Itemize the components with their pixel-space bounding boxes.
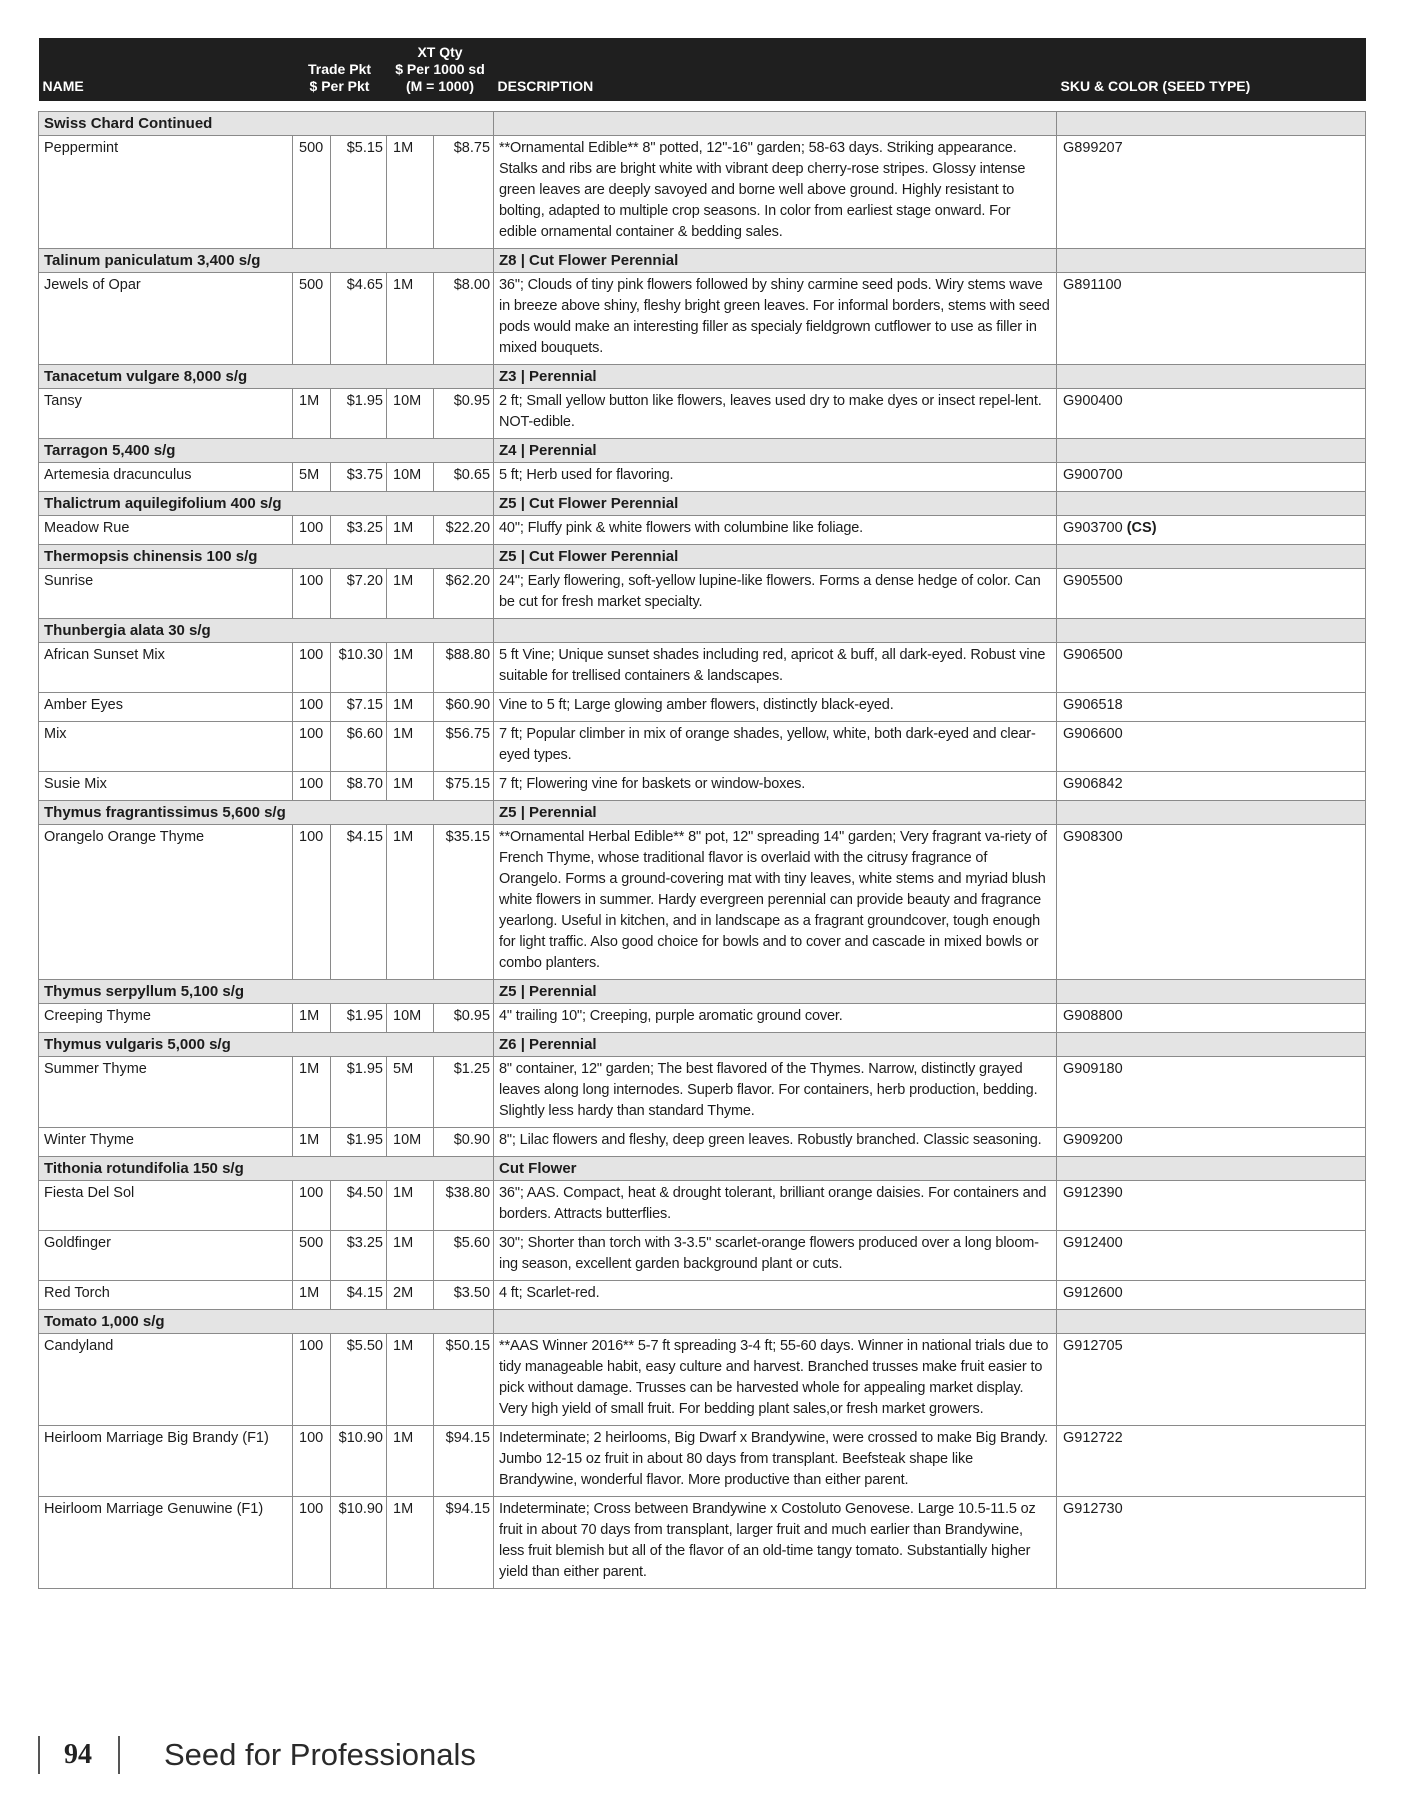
group-tag — [494, 1310, 1057, 1334]
item-sku: G912400 — [1063, 1235, 1123, 1251]
item-name: Artemesia dracunculus — [39, 463, 293, 492]
header-trade-line2: $ Per Pkt — [309, 78, 370, 94]
item-pkt-price: $3.25 — [331, 1231, 387, 1281]
item-name: Mix — [39, 722, 293, 772]
item-sku-cell — [1057, 273, 1366, 365]
item-pkt-qty: 500 — [293, 273, 331, 365]
item-pkt-price: $3.75 — [331, 463, 387, 492]
group-tag: Z3 | Perennial — [494, 365, 1057, 389]
item-sku: G906600 — [1063, 726, 1123, 742]
table-row — [39, 1057, 1366, 1128]
item-sku-cell — [1057, 825, 1366, 980]
group-header-row — [39, 112, 1366, 136]
item-pkt-qty: 1M — [293, 389, 331, 439]
item-description: **Ornamental Edible** 8" potted, 12"-16" garden; 58-63 days. Striking appearance. Stalks and ribs are bright white with vibrant deep cherry-rose stripes. Glossy intense green leaves are deeply savoyed and borne well above ground. Highly resistant to bolting, adapted to multiple crop seasons. In color from earliest stage onward. For edible ornamental container & bedding sales. — [494, 136, 1057, 249]
item-sku-cell — [1057, 1281, 1366, 1310]
item-xt-qty: 1M — [387, 1426, 434, 1497]
item-description: 8"; Lilac flowers and fleshy, deep green leaves. Robustly branched. Classic seasoning. — [494, 1128, 1057, 1157]
table-row — [39, 1231, 1366, 1281]
table-row — [39, 643, 1366, 693]
item-xt-price: $0.90 — [434, 1128, 494, 1157]
item-pkt-qty: 100 — [293, 1334, 331, 1426]
item-pkt-price: $1.95 — [331, 1057, 387, 1128]
item-sku-cell — [1057, 516, 1366, 545]
item-pkt-qty: 500 — [293, 136, 331, 249]
item-description: Indeterminate; 2 heirlooms, Big Dwarf x Brandywine, were crossed to make Big Brandy. Jumbo 12-15 oz fruit in about 80 days from transplant. Beefsteak shape like Brandywine, wonderful flavor. More productive than either parent. — [494, 1426, 1057, 1497]
item-sku: G899207 — [1063, 140, 1123, 156]
group-tag — [494, 619, 1057, 643]
item-sku: G906518 — [1063, 697, 1123, 713]
item-sku: G891100 — [1063, 277, 1122, 293]
item-name: Summer Thyme — [39, 1057, 293, 1128]
item-xt-price: $8.00 — [434, 273, 494, 365]
item-name: Goldfinger — [39, 1231, 293, 1281]
item-name: Heirloom Marriage Genuwine (F1) — [39, 1497, 293, 1589]
group-sku-blank — [1057, 249, 1366, 273]
item-pkt-qty: 100 — [293, 1426, 331, 1497]
group-tag: Z5 | Perennial — [494, 801, 1057, 825]
item-description: 24"; Early flowering, soft-yellow lupine-like flowers. Forms a dense hedge of color. Can be cut for fresh market specialty. — [494, 569, 1057, 619]
item-sku-cell — [1057, 1497, 1366, 1589]
item-xt-price: $0.95 — [434, 1004, 494, 1033]
item-sku-cell — [1057, 389, 1366, 439]
group-header-row — [39, 1310, 1366, 1334]
item-xt-qty: 1M — [387, 1181, 434, 1231]
item-description: 36"; AAS. Compact, heat & drought tolerant, brilliant orange daisies. For containers and borders. Attracts butterflies. — [494, 1181, 1057, 1231]
item-description: 7 ft; Popular climber in mix of orange shades, yellow, white, both dark-eyed and clear-eyed types. — [494, 722, 1057, 772]
item-pkt-price: $3.25 — [331, 516, 387, 545]
group-title: Thymus serpyllum 5,100 s/g — [39, 980, 494, 1004]
item-xt-qty: 1M — [387, 516, 434, 545]
item-name: Tansy — [39, 389, 293, 439]
footer-title: Seed for Professionals — [164, 1737, 476, 1772]
item-name: Susie Mix — [39, 772, 293, 801]
table-row — [39, 463, 1366, 492]
header-xt-line1: XT Qty — [417, 44, 463, 60]
item-sku: G912705 — [1063, 1338, 1123, 1354]
item-sku-cell — [1057, 1057, 1366, 1128]
group-tag: Cut Flower — [494, 1157, 1057, 1181]
group-header-row — [39, 1157, 1366, 1181]
item-description: 2 ft; Small yellow button like flowers, leaves used dry to make dyes or insect repel-lent. NOT-edible. — [494, 389, 1057, 439]
item-sku: G912390 — [1063, 1185, 1123, 1201]
item-sku: G900400 — [1063, 393, 1123, 409]
item-xt-price: $75.15 — [434, 772, 494, 801]
item-pkt-qty: 5M — [293, 463, 331, 492]
header-trade-line1: Trade Pkt — [307, 61, 372, 77]
item-pkt-price: $4.65 — [331, 273, 387, 365]
item-xt-qty: 10M — [387, 1128, 434, 1157]
item-sku: G909200 — [1063, 1132, 1123, 1148]
table-row — [39, 389, 1366, 439]
item-xt-price: $50.15 — [434, 1334, 494, 1426]
group-header-row — [39, 619, 1366, 643]
header-xt-qty — [387, 38, 494, 101]
item-pkt-qty: 1M — [293, 1128, 331, 1157]
table-row — [39, 1281, 1366, 1310]
item-name: Sunrise — [39, 569, 293, 619]
item-sku: G909180 — [1063, 1061, 1123, 1077]
item-sku-cell — [1057, 1426, 1366, 1497]
header-name: NAME — [39, 38, 293, 101]
item-sku: G912730 — [1063, 1501, 1123, 1517]
group-header-row — [39, 439, 1366, 463]
item-pkt-qty: 100 — [293, 772, 331, 801]
item-sku-cell — [1057, 1128, 1366, 1157]
item-pkt-price: $1.95 — [331, 1128, 387, 1157]
header-trade-pkt — [293, 38, 387, 101]
table-row — [39, 1334, 1366, 1426]
group-title: Tomato 1,000 s/g — [39, 1310, 494, 1334]
item-pkt-price: $5.50 — [331, 1334, 387, 1426]
item-sku-cell — [1057, 136, 1366, 249]
item-name: Heirloom Marriage Big Brandy (F1) — [39, 1426, 293, 1497]
item-sku: G906842 — [1063, 776, 1123, 792]
group-title: Thalictrum aquilegifolium 400 s/g — [39, 492, 494, 516]
table-row — [39, 136, 1366, 249]
item-name: Peppermint — [39, 136, 293, 249]
item-xt-qty: 1M — [387, 569, 434, 619]
item-xt-price: $62.20 — [434, 569, 494, 619]
header-xt-line3: (M = 1000) — [405, 78, 475, 94]
header-sku: SKU & COLOR (SEED TYPE) — [1057, 38, 1366, 101]
table-row — [39, 273, 1366, 365]
item-pkt-price: $6.60 — [331, 722, 387, 772]
table-row — [39, 1426, 1366, 1497]
item-pkt-qty: 100 — [293, 1497, 331, 1589]
group-sku-blank — [1057, 492, 1366, 516]
item-name: Fiesta Del Sol — [39, 1181, 293, 1231]
item-description: 36"; Clouds of tiny pink flowers followed by shiny carmine seed pods. Wiry stems wave in breeze above shiny, fleshy bright green leaves. For informal borders, stems with seed pods would make an interesting filler as specialy fieldgrown cutflower to use as filler in mixed bouquets. — [494, 273, 1057, 365]
group-sku-blank — [1057, 1157, 1366, 1181]
item-sku-cell — [1057, 463, 1366, 492]
item-sku-cell — [1057, 1334, 1366, 1426]
item-sku-cell — [1057, 722, 1366, 772]
group-title: Tithonia rotundifolia 150 s/g — [39, 1157, 494, 1181]
page-number: 94 — [64, 1739, 92, 1770]
item-pkt-qty: 100 — [293, 825, 331, 980]
table-row — [39, 693, 1366, 722]
item-sku: G908800 — [1063, 1008, 1123, 1024]
item-xt-price: $5.60 — [434, 1231, 494, 1281]
item-pkt-price: $7.20 — [331, 569, 387, 619]
table-row — [39, 772, 1366, 801]
table-body — [39, 112, 1366, 1589]
group-tag: Z8 | Cut Flower Perennial — [494, 249, 1057, 273]
item-pkt-qty: 100 — [293, 643, 331, 693]
item-sku: G905500 — [1063, 573, 1123, 589]
item-pkt-price: $10.30 — [331, 643, 387, 693]
item-description: 5 ft; Herb used for flavoring. — [494, 463, 1057, 492]
item-sku-cell — [1057, 772, 1366, 801]
item-xt-qty: 1M — [387, 1497, 434, 1589]
group-tag: Z6 | Perennial — [494, 1033, 1057, 1057]
item-pkt-price: $7.15 — [331, 693, 387, 722]
item-pkt-price: $4.15 — [331, 1281, 387, 1310]
item-pkt-price: $8.70 — [331, 772, 387, 801]
item-xt-price: $94.15 — [434, 1426, 494, 1497]
item-description: 8" container, 12" garden; The best flavored of the Thymes. Narrow, distinctly grayed leaves along long internodes. Superb flavor. For containers, herb production, bedding. Slightly less hardy than standard Thyme. — [494, 1057, 1057, 1128]
group-title: Tanacetum vulgare 8,000 s/g — [39, 365, 494, 389]
item-description: **Ornamental Herbal Edible** 8" pot, 12" spreading 14" garden; Very fragrant va-riety of French Thyme, whose traditional flavor is overlaid with the citrusy fragrance of Orangelo. Forms a ground-covering mat with tiny leaves, white stems and myriad blush white flowers in summer. Hardy evergreen perennial can provide beauty and fragrance yearlong. Useful in kitchen, and in landscape as a fragrant groundcover, tough enough for light traffic. Also good choice for bowls and to cover and cascade in mixed bowls or combo planters. — [494, 825, 1057, 980]
item-pkt-qty: 500 — [293, 1231, 331, 1281]
item-xt-price: $1.25 — [434, 1057, 494, 1128]
table-row — [39, 1181, 1366, 1231]
group-sku-blank — [1057, 1033, 1366, 1057]
item-xt-price: $56.75 — [434, 722, 494, 772]
item-name: Orangelo Orange Thyme — [39, 825, 293, 980]
item-sku-cell — [1057, 693, 1366, 722]
item-sku-cell — [1057, 1231, 1366, 1281]
item-xt-price: $0.65 — [434, 463, 494, 492]
item-pkt-price: $1.95 — [331, 389, 387, 439]
item-name: Candyland — [39, 1334, 293, 1426]
item-description: 40"; Fluffy pink & white flowers with columbine like foliage. — [494, 516, 1057, 545]
item-pkt-qty: 1M — [293, 1281, 331, 1310]
header-description: DESCRIPTION — [494, 38, 1057, 101]
item-pkt-qty: 100 — [293, 1181, 331, 1231]
item-xt-price: $88.80 — [434, 643, 494, 693]
item-pkt-qty: 1M — [293, 1004, 331, 1033]
table-row — [39, 722, 1366, 772]
group-tag — [494, 112, 1057, 136]
item-sku: G906500 — [1063, 647, 1123, 663]
item-pkt-price: $10.90 — [331, 1426, 387, 1497]
item-xt-qty: 1M — [387, 1334, 434, 1426]
group-sku-blank — [1057, 1310, 1366, 1334]
item-xt-qty: 1M — [387, 693, 434, 722]
item-sku-cell — [1057, 1004, 1366, 1033]
item-xt-qty: 10M — [387, 1004, 434, 1033]
item-pkt-price: $4.50 — [331, 1181, 387, 1231]
item-name: Meadow Rue — [39, 516, 293, 545]
item-pkt-price: $5.15 — [331, 136, 387, 249]
item-pkt-qty: 100 — [293, 516, 331, 545]
group-header-row — [39, 980, 1366, 1004]
item-xt-qty: 2M — [387, 1281, 434, 1310]
group-header-row — [39, 492, 1366, 516]
table-header — [39, 38, 1366, 112]
item-xt-qty: 1M — [387, 273, 434, 365]
item-description: **AAS Winner 2016** 5-7 ft spreading 3-4 ft; 55-60 days. Winner in national trials due to tidy manageable habit, easy culture and harvest. Branched trusses make fruit easier to pick without damage. Trusses can be harvested whole for appealing market display. Very high yield of small fruit. For bedding plant sales,or fresh market growers. — [494, 1334, 1057, 1426]
item-description: 7 ft; Flowering vine for baskets or window-boxes. — [494, 772, 1057, 801]
item-name: Winter Thyme — [39, 1128, 293, 1157]
group-title: Talinum paniculatum 3,400 s/g — [39, 249, 494, 273]
group-header-row — [39, 801, 1366, 825]
item-description: 4" trailing 10"; Creeping, purple aromatic ground cover. — [494, 1004, 1057, 1033]
item-sku: G908300 — [1063, 829, 1123, 845]
item-description: 4 ft; Scarlet-red. — [494, 1281, 1057, 1310]
table-row — [39, 1004, 1366, 1033]
item-xt-price: $38.80 — [434, 1181, 494, 1231]
group-tag: Z5 | Cut Flower Perennial — [494, 492, 1057, 516]
group-tag: Z4 | Perennial — [494, 439, 1057, 463]
item-description: Indeterminate; Cross between Brandywine x Costoluto Genovese. Large 10.5-11.5 oz fruit in about 70 days from transplant, larger fruit and much earlier than Brandywine, less fruit blemish but all of the flavor of an old-time tangy tomato. Substantially higher yield than either parent. — [494, 1497, 1057, 1589]
table-row — [39, 825, 1366, 980]
group-sku-blank — [1057, 801, 1366, 825]
item-xt-qty: 5M — [387, 1057, 434, 1128]
group-sku-blank — [1057, 365, 1366, 389]
group-title: Swiss Chard Continued — [39, 112, 494, 136]
item-xt-price: $0.95 — [434, 389, 494, 439]
group-sku-blank — [1057, 439, 1366, 463]
group-header-row — [39, 249, 1366, 273]
item-pkt-qty: 100 — [293, 569, 331, 619]
group-header-row — [39, 545, 1366, 569]
table-row — [39, 569, 1366, 619]
item-pkt-price: $1.95 — [331, 1004, 387, 1033]
group-header-row — [39, 365, 1366, 389]
group-tag: Z5 | Cut Flower Perennial — [494, 545, 1057, 569]
table-row — [39, 516, 1366, 545]
item-sku-cell — [1057, 569, 1366, 619]
item-pkt-qty: 100 — [293, 722, 331, 772]
group-title: Thermopsis chinensis 100 s/g — [39, 545, 494, 569]
item-description: 5 ft Vine; Unique sunset shades including red, apricot & buff, all dark-eyed. Robust vine suitable for trellised containers & landscapes. — [494, 643, 1057, 693]
item-xt-qty: 1M — [387, 136, 434, 249]
item-xt-price: $22.20 — [434, 516, 494, 545]
item-xt-qty: 1M — [387, 1231, 434, 1281]
group-tag: Z5 | Perennial — [494, 980, 1057, 1004]
item-pkt-price: $10.90 — [331, 1497, 387, 1589]
item-xt-price: $94.15 — [434, 1497, 494, 1589]
item-pkt-price: $4.15 — [331, 825, 387, 980]
item-sku: G900700 — [1063, 467, 1123, 483]
group-sku-blank — [1057, 980, 1366, 1004]
group-title: Thymus vulgaris 5,000 s/g — [39, 1033, 494, 1057]
item-name: Jewels of Opar — [39, 273, 293, 365]
group-header-row — [39, 1033, 1366, 1057]
table-row — [39, 1497, 1366, 1589]
item-seed-type: (CS) — [1126, 520, 1157, 536]
group-sku-blank — [1057, 545, 1366, 569]
group-title: Thunbergia alata 30 s/g — [39, 619, 494, 643]
item-sku: G903700 — [1063, 520, 1123, 536]
item-pkt-qty: 1M — [293, 1057, 331, 1128]
item-xt-qty: 10M — [387, 463, 434, 492]
item-name: African Sunset Mix — [39, 643, 293, 693]
group-title: Tarragon 5,400 s/g — [39, 439, 494, 463]
item-description: 30"; Shorter than torch with 3-3.5" scarlet-orange flowers produced over a long bloom-ing season, excellent garden background plant or cuts. — [494, 1231, 1057, 1281]
item-pkt-qty: 100 — [293, 693, 331, 722]
item-sku-cell — [1057, 1181, 1366, 1231]
item-name: Red Torch — [39, 1281, 293, 1310]
group-sku-blank — [1057, 619, 1366, 643]
item-sku: G912722 — [1063, 1430, 1123, 1446]
group-sku-blank — [1057, 112, 1366, 136]
item-xt-qty: 1M — [387, 772, 434, 801]
group-title: Thymus fragrantissimus 5,600 s/g — [39, 801, 494, 825]
item-xt-price: $60.90 — [434, 693, 494, 722]
item-name: Creeping Thyme — [39, 1004, 293, 1033]
page-footer — [38, 1735, 476, 1775]
item-xt-qty: 1M — [387, 643, 434, 693]
item-xt-qty: 1M — [387, 722, 434, 772]
item-description: Vine to 5 ft; Large glowing amber flowers, distinctly black-eyed. — [494, 693, 1057, 722]
item-sku-cell — [1057, 643, 1366, 693]
item-xt-price: $8.75 — [434, 136, 494, 249]
item-xt-qty: 10M — [387, 389, 434, 439]
item-sku: G912600 — [1063, 1285, 1123, 1301]
item-xt-price: $3.50 — [434, 1281, 494, 1310]
item-name: Amber Eyes — [39, 693, 293, 722]
table-row — [39, 1128, 1366, 1157]
seed-catalog-table — [38, 38, 1366, 1589]
item-xt-qty: 1M — [387, 825, 434, 980]
header-xt-line2: $ Per 1000 sd — [395, 61, 485, 77]
item-xt-price: $35.15 — [434, 825, 494, 980]
